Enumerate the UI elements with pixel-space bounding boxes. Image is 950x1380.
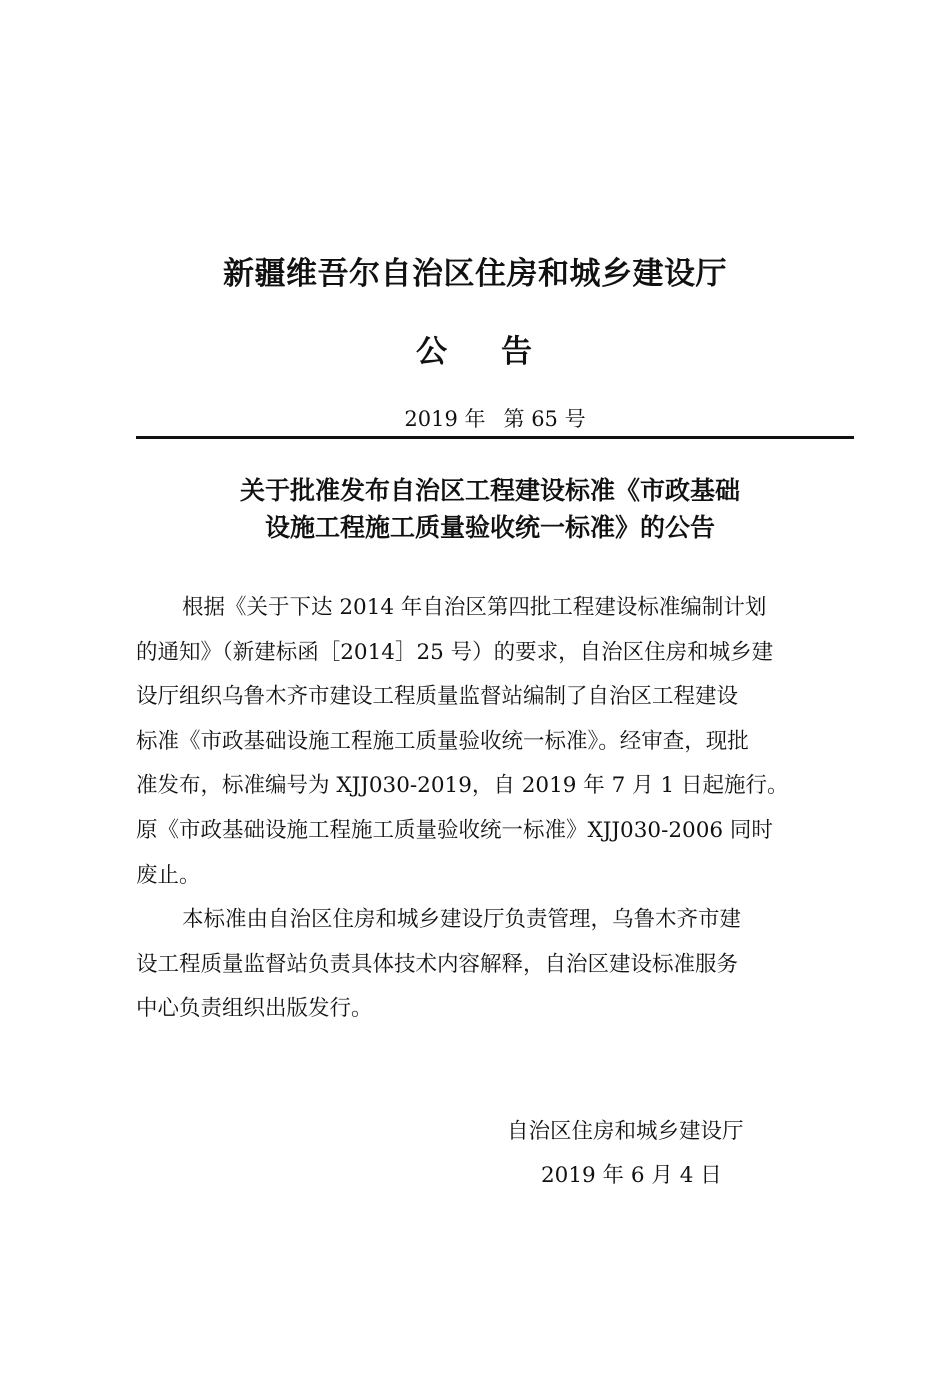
signature-issuer: 自治区住房和城乡建设厅 (507, 1119, 744, 1144)
announcement-body (136, 586, 854, 1032)
announcement-subject (0, 472, 950, 546)
signature-block (507, 1110, 744, 1198)
body-paragraph-2-line: 设工程质量监督站负责具体技术内容解释，自治区建设标准服务 (136, 951, 739, 977)
document-number (0, 403, 950, 433)
body-paragraph-1-line: 原《市政基础设施工程施工质量验收统一标准》XJJ030-2006 同时 (136, 817, 773, 843)
document-type-char-1: 公 (416, 334, 449, 370)
issuing-authority-title: 新疆维吾尔自治区住房和城乡建设厅 (223, 256, 727, 292)
body-paragraph-1-line: 标准《市政基础设施工程施工质量验收统一标准》。经审查，现批 (136, 728, 749, 754)
body-paragraph-1-line: 准发布，标准编号为 XJJ030-2019，自 2019 年 7 月 1 日起施行。 (136, 773, 789, 799)
header-divider-rule (136, 436, 854, 439)
document-type-heading (0, 326, 950, 371)
document-type-char-2: 告 (501, 334, 534, 370)
document-serial: 第 65 号 (503, 407, 586, 431)
body-paragraph-1-line: 废止。 (136, 862, 201, 888)
body-paragraph-1-line: 根据《关于下达 2014 年自治区第四批工程建设标准编制计划 (182, 595, 767, 620)
subject-line-1: 关于批准发布自治区工程建设标准《市政基础 (239, 476, 740, 505)
subject-line-2: 设施工程施工质量验收统一标准》的公告 (264, 513, 715, 542)
document-year: 2019 年 (404, 407, 486, 431)
body-paragraph-1-line: 的通知》（新建标函［2014］25 号）的要求，自治区住房和城乡建 (136, 639, 774, 665)
body-paragraph-2-line: 本标准由自治区住房和城乡建设厅负责管理，乌鲁木齐市建 (182, 907, 742, 933)
body-paragraph-1-line: 设厅组织乌鲁木齐市建设工程质量监督站编制了自治区工程建设 (136, 684, 739, 710)
signature-date: 2019 年 6 月 4 日 (541, 1163, 722, 1188)
body-paragraph-2-line: 中心负责组织出版发行。 (136, 996, 373, 1022)
